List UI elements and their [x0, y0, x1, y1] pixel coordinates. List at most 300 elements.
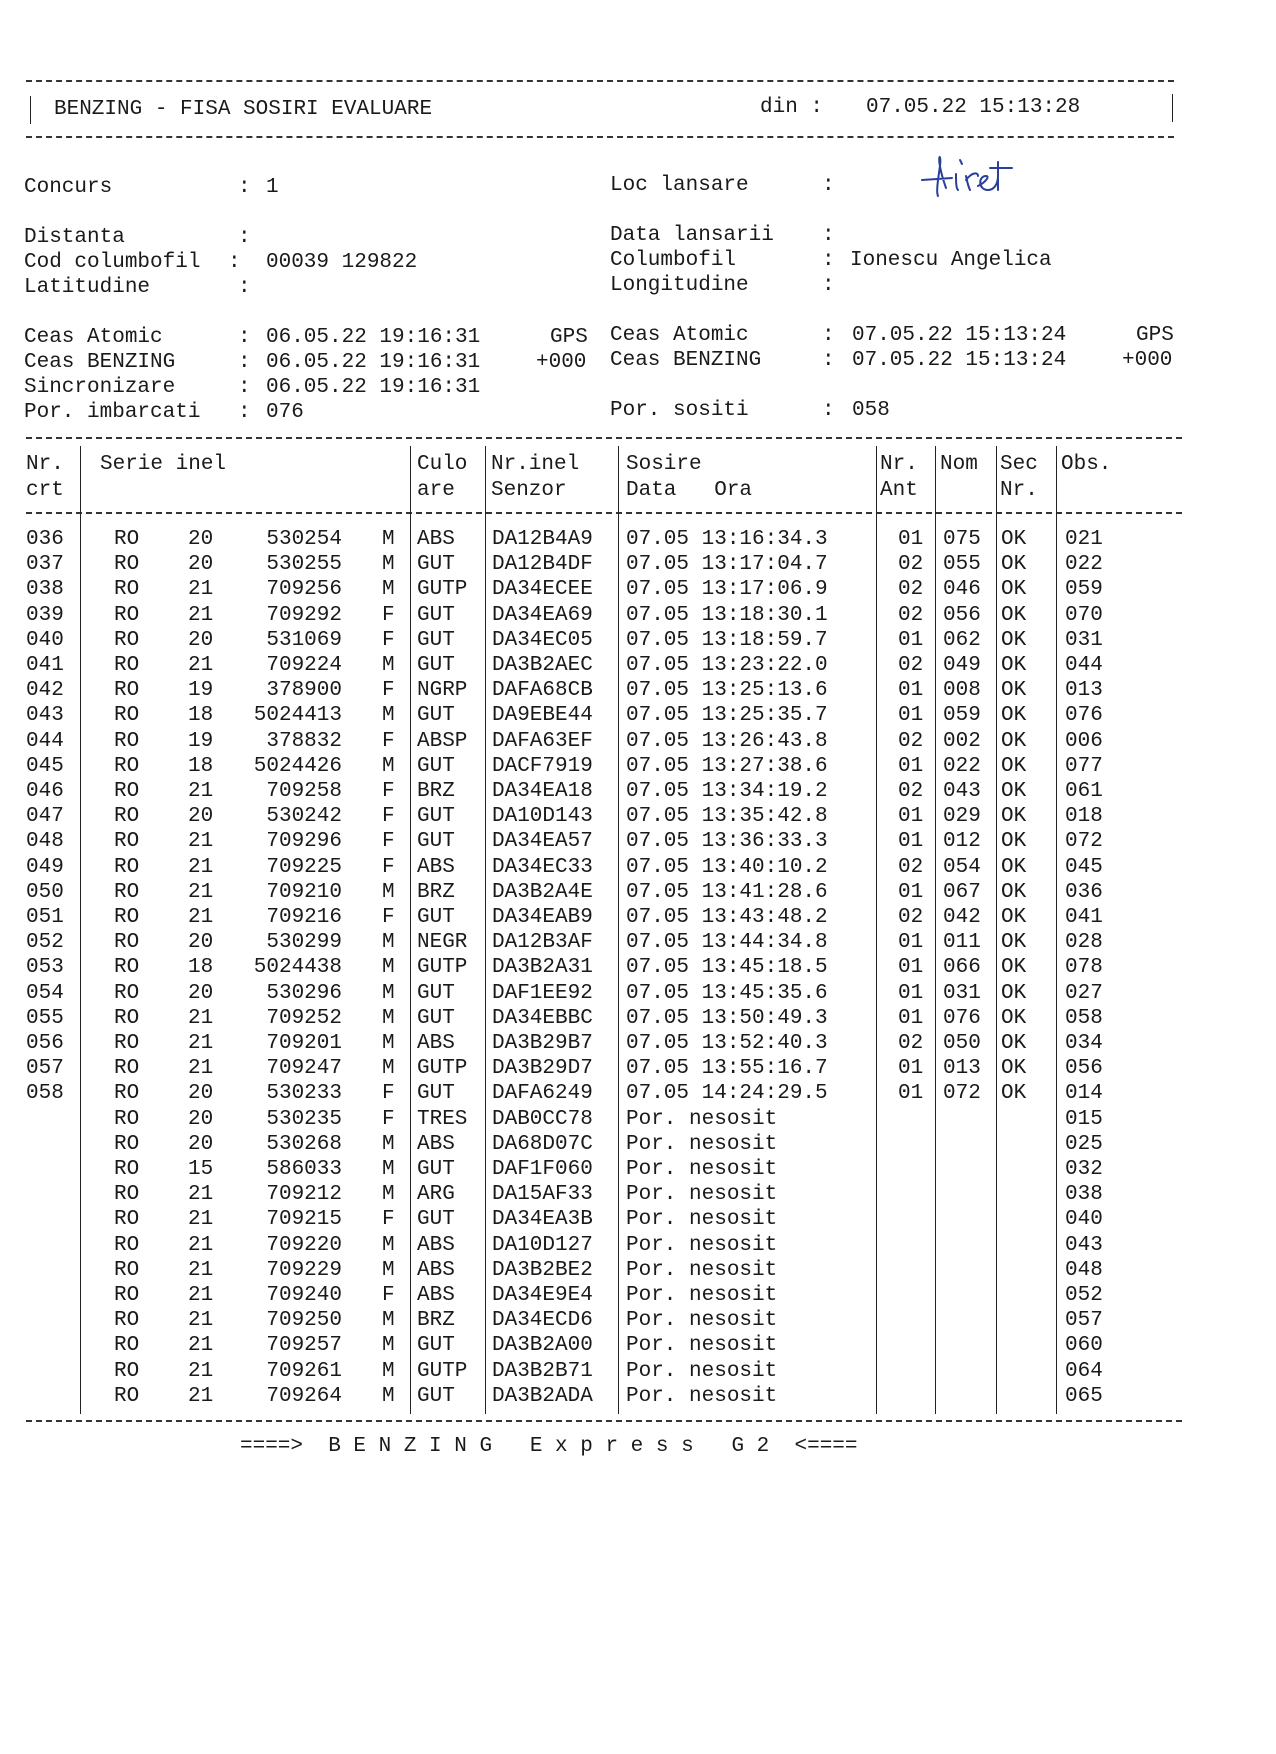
- cell-nom: 022: [943, 754, 981, 778]
- cell-year: 18: [188, 704, 214, 728]
- cell-year: 19: [188, 729, 214, 753]
- cell-arrival: 07.05 13:27:38.6: [626, 754, 828, 778]
- cell-obs: 078: [1065, 956, 1103, 980]
- cell-sex: M: [382, 1334, 395, 1358]
- cell-nom: 066: [943, 956, 981, 980]
- cell-ring: 709210: [266, 880, 342, 904]
- cell-sex: F: [382, 1284, 395, 1307]
- cell-color: GUT: [417, 906, 455, 929]
- cell-arrival: Por. nesosit: [626, 1233, 778, 1257]
- cell-arrival: 07.05 13:25:35.7: [626, 704, 828, 728]
- cell-year: 20: [188, 628, 214, 652]
- cell-sex: F: [382, 855, 395, 879]
- cell-sensor: DAFA6249: [492, 1082, 593, 1106]
- cell-nr-ant: 01: [898, 679, 924, 703]
- cell-sensor: DACF7919: [492, 754, 593, 778]
- header-nr-crt-1: Nr.: [26, 453, 64, 476]
- cell-arrival: 07.05 13:26:43.8: [626, 729, 828, 753]
- cell-arrival: Por. nesosit: [626, 1258, 778, 1282]
- sincronizare-label: Sincronizare: [24, 376, 176, 399]
- latitudine-label: Latitudine: [24, 276, 151, 299]
- cell-sec-nr: OK: [1001, 956, 1027, 980]
- cell-nr-crt: 049: [26, 855, 64, 879]
- cell-ring: 709216: [266, 906, 342, 929]
- cell-country: RO: [114, 754, 140, 778]
- cell-nr-crt: 053: [26, 956, 64, 980]
- cell-arrival: Por. nesosit: [626, 1309, 778, 1333]
- cell-sex: M: [382, 553, 395, 577]
- cell-arrival: 07.05 13:43:48.2: [626, 906, 828, 929]
- cell-ring: 709292: [266, 603, 342, 627]
- cell-sensor: DA34EA18: [492, 780, 593, 803]
- cell-obs: 060: [1065, 1334, 1103, 1358]
- cell-country: RO: [114, 654, 140, 677]
- cell-arrival: 07.05 13:18:30.1: [626, 603, 828, 627]
- cell-ring: 5024413: [253, 704, 342, 728]
- cell-ring: 530255: [266, 553, 342, 577]
- header-senzor: Senzor: [491, 479, 567, 502]
- colon: :: [822, 349, 835, 372]
- cell-color: ABS: [417, 1233, 455, 1257]
- colon: :: [238, 176, 251, 199]
- por-sositi-value: 058: [852, 399, 890, 422]
- cell-nr-crt: 044: [26, 729, 64, 753]
- cell-country: RO: [114, 1006, 140, 1030]
- cell-sex: F: [382, 628, 395, 652]
- cell-sec-nr: OK: [1001, 528, 1027, 551]
- col-divider: [410, 446, 411, 1414]
- cell-obs: 048: [1065, 1258, 1103, 1282]
- cell-nr-ant: 02: [898, 654, 924, 677]
- colon: :: [822, 174, 835, 197]
- cell-color: GUT: [417, 981, 455, 1005]
- col-divider: [485, 446, 486, 1414]
- cell-obs: 061: [1065, 780, 1103, 803]
- cell-arrival: Por. nesosit: [626, 1208, 778, 1232]
- header-nr-crt-2: crt: [26, 479, 64, 502]
- cell-sex: F: [382, 679, 395, 703]
- cell-obs: 076: [1065, 704, 1103, 728]
- cell-sensor: DAB0CC78: [492, 1107, 593, 1131]
- ceas-benzing-label: Ceas BENZING: [24, 351, 176, 374]
- cell-sensor: DA15AF33: [492, 1183, 593, 1207]
- cell-sensor: DA10D127: [492, 1233, 593, 1257]
- cell-obs: 041: [1065, 906, 1103, 929]
- colon: :: [238, 276, 251, 299]
- cell-nr-crt: 047: [26, 805, 64, 829]
- cell-ring: 378832: [266, 729, 342, 753]
- table-top-border: [26, 437, 1182, 439]
- cell-ring: 709252: [266, 1006, 342, 1030]
- cell-color: GUT: [417, 603, 455, 627]
- cell-ring: 709215: [266, 1208, 342, 1232]
- cell-year: 19: [188, 679, 214, 703]
- cell-country: RO: [114, 830, 140, 854]
- cell-sensor: DA3B29B7: [492, 1032, 593, 1055]
- cell-sensor: DAF1EE92: [492, 981, 593, 1005]
- cell-sec-nr: OK: [1001, 880, 1027, 904]
- cell-sec-nr: OK: [1001, 654, 1027, 677]
- cell-year: 20: [188, 1132, 214, 1156]
- cell-color: GUT: [417, 805, 455, 829]
- cell-color: GUT: [417, 1082, 455, 1106]
- distanta-label: Distanta: [24, 226, 125, 249]
- header-culoare-2: are: [417, 479, 455, 502]
- cell-nr-ant: 02: [898, 553, 924, 577]
- cell-year: 20: [188, 931, 214, 955]
- handwritten-loc-lansare: [916, 146, 1036, 206]
- cell-country: RO: [114, 1057, 140, 1081]
- cell-color: ABS: [417, 1032, 455, 1055]
- cell-nom: 062: [943, 628, 981, 652]
- colon: :: [822, 274, 835, 297]
- cell-obs: 022: [1065, 553, 1103, 577]
- loc-lansare-label: Loc lansare: [610, 174, 749, 197]
- cell-sex: M: [382, 880, 395, 904]
- cell-sensor: DA34EA57: [492, 830, 593, 854]
- cell-nr-crt: 054: [26, 981, 64, 1005]
- cell-nr-crt: 040: [26, 628, 64, 652]
- ceas-benzing-suffix: +000: [536, 351, 587, 374]
- cell-country: RO: [114, 855, 140, 879]
- cell-ring: 709224: [266, 654, 342, 677]
- cell-sex: M: [382, 704, 395, 728]
- cell-color: GUT: [417, 704, 455, 728]
- cell-country: RO: [114, 1384, 140, 1408]
- cell-nom: 046: [943, 578, 981, 602]
- cell-color: GUT: [417, 654, 455, 677]
- cell-color: GUTP: [417, 1057, 468, 1081]
- cell-country: RO: [114, 1258, 140, 1282]
- cell-arrival: 07.05 13:17:04.7: [626, 553, 828, 577]
- cell-sec-nr: OK: [1001, 754, 1027, 778]
- cell-nr-crt: 057: [26, 1057, 64, 1081]
- cell-country: RO: [114, 1233, 140, 1257]
- cell-nr-ant: 02: [898, 855, 924, 879]
- cell-sensor: DA12B4A9: [492, 528, 593, 551]
- cell-sec-nr: OK: [1001, 578, 1027, 602]
- cell-nom: 008: [943, 679, 981, 703]
- cell-sex: M: [382, 754, 395, 778]
- cell-sex: M: [382, 654, 395, 677]
- cell-nom: 056: [943, 603, 981, 627]
- cell-sensor: DA34ECEE: [492, 578, 593, 602]
- cell-sex: F: [382, 1107, 395, 1131]
- cell-sensor: DA34EA3B: [492, 1208, 593, 1232]
- cell-year: 21: [188, 1309, 214, 1333]
- header-sec-nr-2: Nr.: [1000, 479, 1038, 502]
- cell-obs: 072: [1065, 830, 1103, 854]
- cell-sex: M: [382, 956, 395, 980]
- cell-obs: 065: [1065, 1384, 1103, 1408]
- colon: :: [822, 399, 835, 422]
- cell-sensor: DA10D143: [492, 805, 593, 829]
- cell-sec-nr: OK: [1001, 855, 1027, 879]
- cell-nr-ant: 01: [898, 528, 924, 551]
- cell-obs: 045: [1065, 855, 1103, 879]
- cell-year: 20: [188, 805, 214, 829]
- cell-sensor: DA3B29D7: [492, 1057, 593, 1081]
- cell-obs: 057: [1065, 1309, 1103, 1333]
- cell-sensor: DA34EA69: [492, 603, 593, 627]
- cell-country: RO: [114, 1082, 140, 1106]
- cell-ring: 530235: [266, 1107, 342, 1131]
- cell-arrival: Por. nesosit: [626, 1183, 778, 1207]
- header-right-border: [1172, 94, 1173, 122]
- cell-color: GUT: [417, 1006, 455, 1030]
- cell-country: RO: [114, 1309, 140, 1333]
- cell-sensor: DA9EBE44: [492, 704, 593, 728]
- colon: :: [822, 249, 835, 272]
- cell-ring: 586033: [266, 1158, 342, 1181]
- cell-nr-crt: 048: [26, 830, 64, 854]
- cell-nr-ant: 01: [898, 805, 924, 829]
- cell-sex: M: [382, 578, 395, 602]
- cell-country: RO: [114, 1208, 140, 1232]
- por-sositi-label: Por. sositi: [610, 399, 749, 422]
- cell-sensor: DA34EC33: [492, 855, 593, 879]
- header-serie-inel: Serie inel: [100, 453, 227, 476]
- cell-year: 21: [188, 1334, 214, 1358]
- cell-year: 21: [188, 1233, 214, 1257]
- cell-sensor: DAFA68CB: [492, 679, 593, 703]
- cell-arrival: 07.05 13:35:42.8: [626, 805, 828, 829]
- cell-nr-crt: 038: [26, 578, 64, 602]
- data-lansarii-label: Data lansarii: [610, 224, 774, 247]
- cell-nr-crt: 055: [26, 1006, 64, 1030]
- cell-sensor: DA34E9E4: [492, 1284, 593, 1307]
- cell-year: 21: [188, 1183, 214, 1207]
- cell-nom: 076: [943, 1006, 981, 1030]
- col-divider: [935, 446, 936, 1414]
- cell-arrival: 07.05 13:34:19.2: [626, 780, 828, 803]
- cell-color: ABS: [417, 1258, 455, 1282]
- cell-nr-ant: 02: [898, 906, 924, 929]
- cell-arrival: Por. nesosit: [626, 1359, 778, 1383]
- cell-sensor: DA12B4DF: [492, 553, 593, 577]
- cell-sec-nr: OK: [1001, 805, 1027, 829]
- cell-sex: M: [382, 1309, 395, 1333]
- cell-year: 21: [188, 1057, 214, 1081]
- cell-country: RO: [114, 578, 140, 602]
- cell-year: 21: [188, 906, 214, 929]
- cell-year: 21: [188, 1032, 214, 1055]
- cell-sex: F: [382, 805, 395, 829]
- cell-obs: 038: [1065, 1183, 1103, 1207]
- cell-ring: 530268: [266, 1132, 342, 1156]
- header-nr-ant-1: Nr.: [880, 453, 918, 476]
- cell-country: RO: [114, 981, 140, 1005]
- colon: :: [238, 351, 251, 374]
- cell-arrival: 07.05 13:25:13.6: [626, 679, 828, 703]
- cell-nr-ant: 01: [898, 956, 924, 980]
- ceas-atomic-suffix: GPS: [550, 326, 588, 349]
- cell-sex: M: [382, 1233, 395, 1257]
- cell-nr-ant: 01: [898, 931, 924, 955]
- cell-year: 21: [188, 1384, 214, 1408]
- din-label: din :: [760, 96, 824, 119]
- cell-country: RO: [114, 528, 140, 551]
- cell-color: BRZ: [417, 880, 455, 904]
- cell-nom: 042: [943, 906, 981, 929]
- cell-sensor: DA34EC05: [492, 628, 593, 652]
- cell-country: RO: [114, 729, 140, 753]
- cell-ring: 709256: [266, 578, 342, 602]
- cell-sex: M: [382, 1258, 395, 1282]
- cell-obs: 056: [1065, 1057, 1103, 1081]
- cell-obs: 014: [1065, 1082, 1103, 1106]
- cell-nr-ant: 02: [898, 729, 924, 753]
- cell-ring: 709229: [266, 1258, 342, 1282]
- cell-nr-ant: 01: [898, 628, 924, 652]
- colon: :: [238, 326, 251, 349]
- cell-color: TRES: [417, 1107, 468, 1131]
- cell-obs: 018: [1065, 805, 1103, 829]
- cell-sex: M: [382, 1132, 395, 1156]
- cell-color: ABS: [417, 1284, 455, 1307]
- cell-sensor: DA12B3AF: [492, 931, 593, 955]
- cell-nr-crt: 056: [26, 1032, 64, 1055]
- cell-sex: M: [382, 1032, 395, 1055]
- cell-nom: 031: [943, 981, 981, 1005]
- cell-obs: 021: [1065, 528, 1103, 551]
- cell-arrival: Por. nesosit: [626, 1132, 778, 1156]
- cell-nom: 054: [943, 855, 981, 879]
- cell-arrival: 07.05 13:55:16.7: [626, 1057, 828, 1081]
- cell-ring: 709296: [266, 830, 342, 854]
- ceas-benzing-label-right: Ceas BENZING: [610, 349, 762, 372]
- ceas-atomic-label-right: Ceas Atomic: [610, 324, 749, 347]
- cell-nr-ant: 01: [898, 830, 924, 854]
- cell-sex: F: [382, 780, 395, 803]
- cell-nr-crt: 039: [26, 603, 64, 627]
- cell-year: 21: [188, 830, 214, 854]
- cell-color: GUT: [417, 1334, 455, 1358]
- cell-obs: 031: [1065, 628, 1103, 652]
- cell-arrival: 07.05 13:41:28.6: [626, 880, 828, 904]
- cell-ring: 709220: [266, 1233, 342, 1257]
- cell-year: 21: [188, 1208, 214, 1232]
- cell-year: 18: [188, 754, 214, 778]
- col-divider: [80, 446, 81, 1414]
- cell-nom: 075: [943, 528, 981, 551]
- cell-nom: 067: [943, 880, 981, 904]
- header-culoare-1: Culo: [417, 453, 468, 476]
- cell-ring: 530299: [266, 931, 342, 955]
- cell-nom: 072: [943, 1082, 981, 1106]
- cell-sensor: DA3B2B71: [492, 1359, 593, 1383]
- cell-color: GUT: [417, 1384, 455, 1408]
- cell-arrival: 07.05 13:36:33.3: [626, 830, 828, 854]
- cell-color: GUTP: [417, 956, 468, 980]
- cell-obs: 044: [1065, 654, 1103, 677]
- cell-color: GUTP: [417, 578, 468, 602]
- cell-country: RO: [114, 880, 140, 904]
- table-header-divider: [26, 512, 1182, 514]
- cell-sex: F: [382, 603, 395, 627]
- cell-sensor: DA3B2A00: [492, 1334, 593, 1358]
- col-divider: [876, 446, 877, 1414]
- cell-nom: 049: [943, 654, 981, 677]
- cell-year: 21: [188, 603, 214, 627]
- cell-year: 20: [188, 528, 214, 551]
- cell-sec-nr: OK: [1001, 780, 1027, 803]
- cell-sex: M: [382, 1384, 395, 1408]
- cell-obs: 077: [1065, 754, 1103, 778]
- cell-color: ABS: [417, 528, 455, 551]
- cell-arrival: 07.05 13:52:40.3: [626, 1032, 828, 1055]
- cell-country: RO: [114, 1183, 140, 1207]
- cell-ring: 709261: [266, 1359, 342, 1383]
- cell-sec-nr: OK: [1001, 603, 1027, 627]
- ceas-atomic-value: 06.05.22 19:16:31: [266, 326, 481, 349]
- cell-obs: 043: [1065, 1233, 1103, 1257]
- cell-sec-nr: OK: [1001, 704, 1027, 728]
- colon: :: [822, 324, 835, 347]
- header-sosire: Sosire: [626, 453, 702, 476]
- cell-nr-crt: 058: [26, 1082, 64, 1106]
- cell-nr-crt: 041: [26, 654, 64, 677]
- cell-sec-nr: OK: [1001, 981, 1027, 1005]
- cell-arrival: Por. nesosit: [626, 1384, 778, 1408]
- por-imbarcati-label: Por. imbarcati: [24, 401, 201, 424]
- cell-obs: 040: [1065, 1208, 1103, 1232]
- cell-year: 21: [188, 1284, 214, 1307]
- cell-ring: 709264: [266, 1384, 342, 1408]
- cell-ring: 530233: [266, 1082, 342, 1106]
- cell-year: 20: [188, 981, 214, 1005]
- footer-banner: ====> B E N Z I N G E x p r e s s G 2 <====: [240, 1435, 858, 1458]
- cell-nr-crt: 046: [26, 780, 64, 803]
- cell-sensor: DA68D07C: [492, 1132, 593, 1156]
- cell-ring: 530296: [266, 981, 342, 1005]
- header-sec-nr-1: Sec: [1000, 453, 1038, 476]
- header-nr-inel: Nr.inel: [491, 453, 580, 476]
- cell-sec-nr: OK: [1001, 729, 1027, 753]
- cell-year: 21: [188, 1359, 214, 1383]
- cell-nom: 055: [943, 553, 981, 577]
- cell-nr-ant: 01: [898, 1057, 924, 1081]
- cod-columbofil-label: Cod columbofil: [24, 251, 201, 274]
- cell-country: RO: [114, 679, 140, 703]
- cell-nom: 012: [943, 830, 981, 854]
- longitudine-label: Longitudine: [610, 274, 749, 297]
- cell-obs: 070: [1065, 603, 1103, 627]
- cell-ring: 530254: [266, 528, 342, 551]
- cell-ring: 709201: [266, 1032, 342, 1055]
- cell-sex: M: [382, 1057, 395, 1081]
- col-divider: [618, 446, 619, 1414]
- cell-nr-crt: 045: [26, 754, 64, 778]
- cell-color: BRZ: [417, 780, 455, 803]
- cell-ring: 709212: [266, 1183, 342, 1207]
- cell-nr-crt: 051: [26, 906, 64, 929]
- cell-sensor: DAF1F060: [492, 1158, 593, 1181]
- cell-sensor: DA34EAB9: [492, 906, 593, 929]
- cell-nr-ant: 02: [898, 1032, 924, 1055]
- cell-nom: 043: [943, 780, 981, 803]
- cell-sensor: DA34ECD6: [492, 1309, 593, 1333]
- cell-ring: 5024426: [253, 754, 342, 778]
- cell-color: GUT: [417, 830, 455, 854]
- cell-arrival: 07.05 13:45:18.5: [626, 956, 828, 980]
- cell-year: 20: [188, 1082, 214, 1106]
- ceas-benzing-value-right: 07.05.22 15:13:24: [852, 349, 1067, 372]
- cell-country: RO: [114, 956, 140, 980]
- cell-obs: 058: [1065, 1006, 1103, 1030]
- cell-nr-ant: 01: [898, 1006, 924, 1030]
- cod-columbofil-value: 00039 129822: [266, 251, 418, 274]
